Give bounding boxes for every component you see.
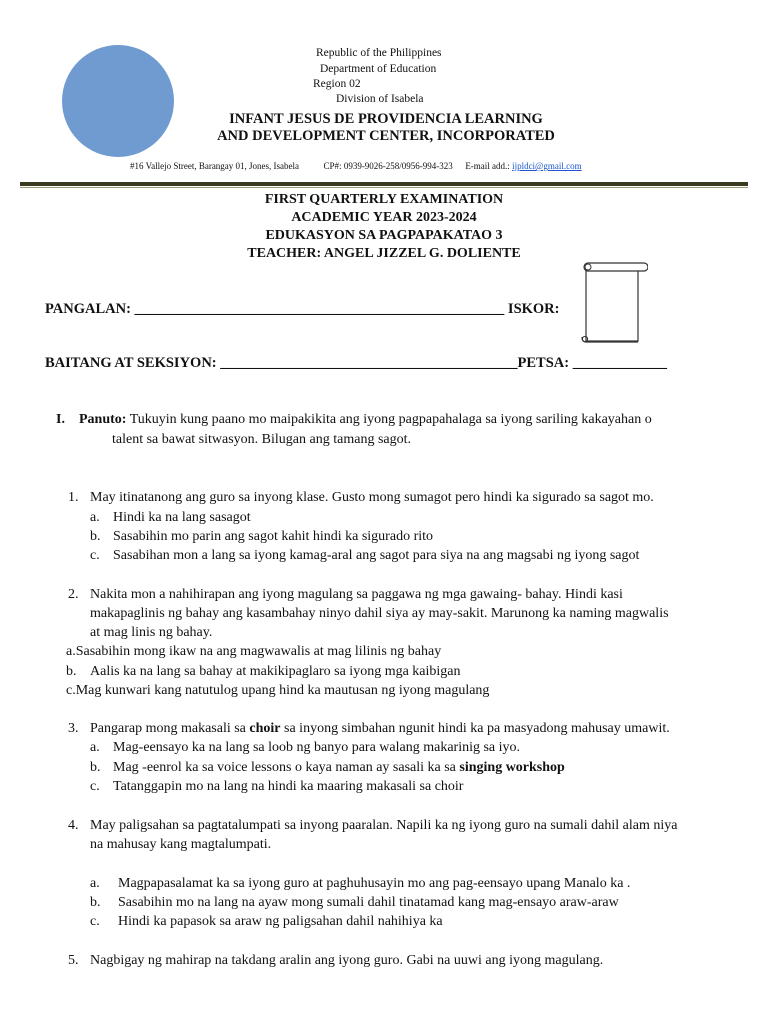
q1-option-c[interactable]: Sasabihan mon a lang sa iyong kamag-aral ang sagot para siya na ang magsabi ng iyong sagot <box>113 548 640 563</box>
header-department: Department of Education <box>320 63 437 75</box>
date-label: PETSA: <box>517 355 570 371</box>
cp-numbers: 0939-9026-258/0956-994-323 <box>343 161 453 171</box>
q3-option-b-bold: singing workshop <box>459 760 565 775</box>
cp-label: CP#: <box>323 161 342 171</box>
q2-stem-line3: at mag linis ng bahay. <box>90 625 213 640</box>
q1-option-b[interactable]: Sasabihin mo parin ang sagot kahit hindi ka sigurado rito <box>113 529 434 544</box>
instructions-text2: talent sa bawat sitwasyon. Bilugan ang tamang sagot. <box>112 432 411 447</box>
instructions-label: Panuto: <box>79 412 127 427</box>
q3-b-letter: b. <box>90 760 101 775</box>
score-label: ISKOR: <box>507 301 560 317</box>
q3-stem <box>90 719 670 738</box>
header-division: Division of Isabela <box>336 93 424 105</box>
exam-teacher: TEACHER: ANGEL JIZZEL G. DOLIENTE <box>247 246 521 261</box>
q2-option-b[interactable]: Aalis ka na lang sa bahay at makikipaglaro sa iyong mga kaibigan <box>90 664 461 679</box>
q5-stem: Nagbigay ng mahirap na takdang aralin ang iyong guro. Gabi na uuwi ang iyong magulang. <box>90 953 604 968</box>
q2-b-letter: b. <box>66 664 77 679</box>
header-divider-thick <box>20 182 748 186</box>
q1-stem: May itinatanong ang guro sa inyong klase. Gusto mong sumagot pero hindi ka sigurado sa sagot mo. <box>90 490 654 505</box>
date-input-line[interactable]: _____________ <box>572 355 667 371</box>
school-name-line2: AND DEVELOPMENT CENTER, INCORPORATED <box>217 128 555 144</box>
q3-stem-post: sa inyong simbahan ngunit hindi ka pa masyadong mahusay umawit. <box>280 721 670 736</box>
q1-b-letter: b. <box>90 529 101 544</box>
exam-title: FIRST QUARTERLY EXAMINATION <box>264 192 504 207</box>
q4-option-c[interactable]: Hindi ka papasok sa araw ng paligsahan dahil nahihiya ka <box>118 914 443 929</box>
school-name-line1: INFANT JESUS DE PROVIDENCIA LEARNING <box>229 111 543 127</box>
q1-a-letter: a. <box>90 510 100 525</box>
q3-number: 3. <box>68 721 79 736</box>
q3-c-letter: c. <box>90 779 100 794</box>
q2-number: 2. <box>68 587 79 602</box>
q3-option-b-text: Mag -eenrol ka sa voice lessons o kaya naman ay sasali ka sa <box>113 760 460 775</box>
q4-stem-line2: na mahusay kang magtalumpati. <box>90 837 272 852</box>
header-region: Region 02 <box>313 78 361 90</box>
grade-field-row <box>45 355 667 372</box>
q4-a-letter: a. <box>90 876 100 891</box>
name-field-row <box>45 301 560 318</box>
exam-subject: EDUKASYON SA PAGPAPAKATAO 3 <box>265 228 503 243</box>
name-input-line[interactable]: ___________________________________________________ <box>134 301 505 317</box>
q3-stem-pre: Pangarap mong makasali sa <box>90 721 250 736</box>
q2-option-a[interactable]: a.Sasabihin mong ikaw na ang magwawalis at mag lilinis ng bahay <box>66 644 442 659</box>
email-label: E-mail add.: <box>465 161 510 171</box>
q1-option-a[interactable]: Hindi ka na lang sasagot <box>113 510 251 525</box>
q4-number: 4. <box>68 818 79 833</box>
q5-number: 5. <box>68 953 79 968</box>
q1-number: 1. <box>68 490 79 505</box>
q3-a-letter: a. <box>90 740 100 755</box>
school-address-line <box>130 161 582 171</box>
header-republic: Republic of the Philippines <box>316 47 442 59</box>
q1-c-letter: c. <box>90 548 100 563</box>
q4-b-letter: b. <box>90 895 101 910</box>
q3-option-b[interactable] <box>113 758 565 777</box>
score-scroll-icon <box>580 262 648 346</box>
q4-stem-line1: May paligsahan sa pagtatalumpati sa inyong paaralan. Napili ka ng iyong guro na sumali dahil alam niya <box>90 818 678 833</box>
email-link[interactable]: ijpldci@gmail.com <box>512 161 582 171</box>
q3-stem-bold: choir <box>249 721 281 736</box>
q3-option-c[interactable]: Tatanggapin mo na lang na hindi ka maaring makasali sa choir <box>113 779 464 794</box>
q4-option-b[interactable]: Sasabihin mo na lang na ayaw mong sumali dahil tinatamad kang mag-ensayo araw-araw <box>118 895 619 910</box>
exam-academic-year: ACADEMIC YEAR 2023-2024 <box>291 210 477 225</box>
q2-option-c[interactable]: c.Mag kunwari kang natutulog upang hind ka mautusan ng iyong magulang <box>66 683 490 698</box>
instructions-line1 <box>79 410 652 429</box>
section-number: I. <box>56 412 65 427</box>
grade-section-label: BAITANG AT SEKSIYON: <box>45 355 217 371</box>
q2-stem-line1: Nakita mon a nahihirapan ang iyong magulang sa paggawa ng mga gawaing- bahay. Hindi kasi <box>90 587 623 602</box>
q2-stem-line2: makapaglinis ng bahay ang kasambahay ninyo dahil siya ay may-sakit. Marunong ka naming magwalis <box>90 606 669 621</box>
instructions-text1: Tukuyin kung paano mo maipakikita ang iyong pagpapahalaga sa iyong sariling kakayahan o <box>129 412 652 427</box>
header-divider-thin <box>20 187 748 188</box>
q3-option-a[interactable]: Mag-eensayo ka na lang sa loob ng banyo para walang makarinig sa iyo. <box>113 740 521 755</box>
q4-option-a[interactable]: Magpapasalamat ka sa iyong guro at paghuhusayin mo ang pag-eensayo upang Manalo ka . <box>118 876 631 891</box>
school-address: #16 Vallejo Street, Barangay 01, Jones, Isabela <box>130 161 300 171</box>
grade-section-input-line[interactable]: _________________________________________ <box>220 355 518 371</box>
name-label: PANGALAN: <box>45 301 131 317</box>
q4-c-letter: c. <box>90 914 100 929</box>
